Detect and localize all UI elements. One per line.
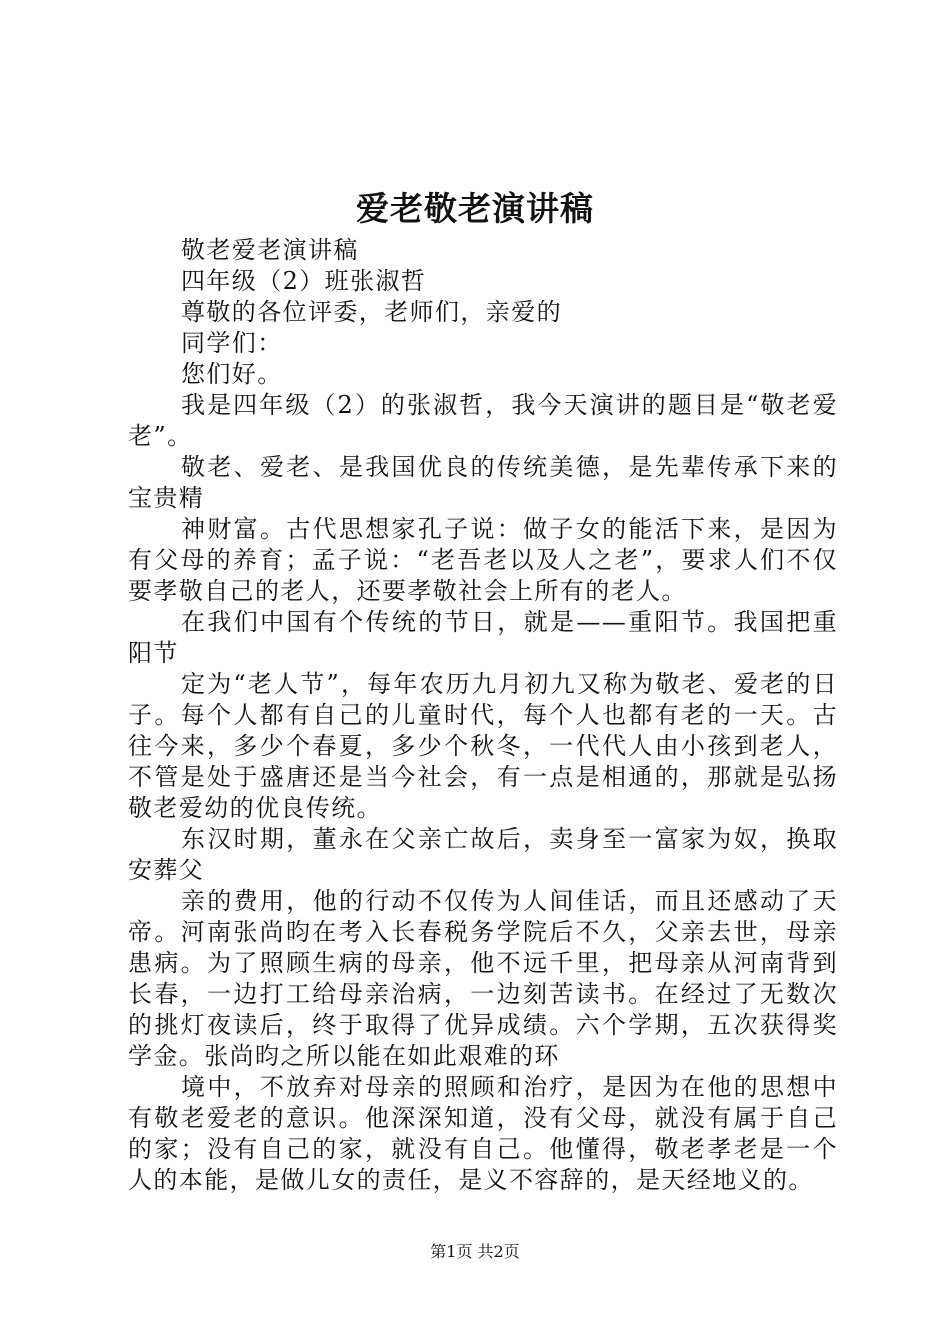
paragraph: 敬老爱老演讲稿 [181,236,359,264]
paragraph: 敬老、爱老、是我国优良的传统美德，是先辈传承下来的宝贵精 [128,453,838,512]
paragraph: 四年级（2）班张淑哲 [181,267,427,295]
paragraph: 神财富。古代思想家孔子说：做子女的能活下来，是因为有父母的养育；孟子说：“老吾老以及人之老”，要求人们不仅要孝敬自己的老人，还要孝敬社会上所有的老人。 [128,515,838,605]
paragraph: 定为“老人节”，每年农历九月初九又称为敬老、爱老的日子。每个人都有自己的儿童时代，每个人也都有老的一天。古往今来，多少个春夏，多少个秋冬，一代代人由小孩到老人，不管是处于盛唐还是当今社会，有一点是相通的，那就是弘扬敬老爱幼的优良传统。 [128,670,838,822]
paragraph: 同学们： [181,329,283,357]
paragraph: 尊敬的各位评委，老师们，亲爱的 [181,298,562,326]
paragraph: 您们好。 [181,360,283,388]
paragraph: 我是四年级（2）的张淑哲，我今天演讲的题目是“敬老爱老”。 [128,391,838,450]
paragraph: 亲的费用，他的行动不仅传为人间佳话，而且还感动了天帝。河南张尚昀在考入长春税务学院后不久，父亲去世，母亲患病。为了照顾生病的母亲，他不远千里，把母亲从河南背到长春，一边打工给母亲治病，一边刻苦读书。在经过了无数次的挑灯夜读后，终于取得了优异成绩。六个学期，五次获得奖学金。张尚昀之所以能在如此艰难的环 [128,887,838,1070]
paragraph: 东汉时期，董永在父亲亡故后，卖身至一富家为奴，换取安葬父 [128,825,838,884]
paragraph: 境中，不放弃对母亲的照顾和治疗，是因为在他的思想中有敬老爱老的意识。他深深知道，没有父母，就没有属于自己的家；没有自己的家，就没有自己。他懂得，敬老孝老是一个人的本能，是做儿女的责任，是义不容辞的，是天经地义的。 [128,1073,838,1194]
paragraph: 在我们中国有个传统的节日，就是——重阳节。我国把重阳节 [128,608,838,667]
document-body [128,235,838,1196]
document-title: 爱老敬老演讲稿 [356,189,594,228]
page-footer: 第1页 共2页 [430,1242,520,1261]
